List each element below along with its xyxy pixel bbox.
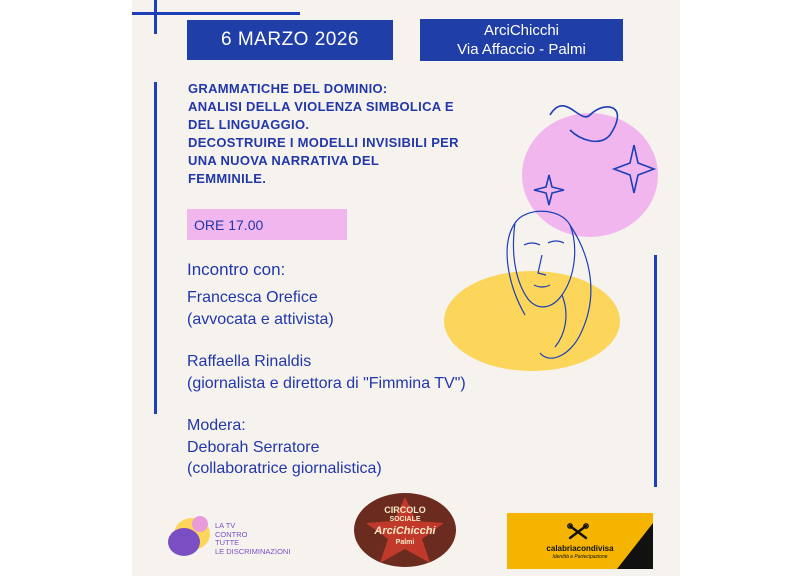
title-line: GRAMMATICHE DEL DOMINIO: (188, 81, 388, 96)
fimmina-logo-text: LA TV CONTRO TUTTE LE DISCRIMINAZIONI (215, 521, 291, 556)
arcichicchi-logo-text: CIRCOLO SOCIALE ArciChicchi Palmi (374, 505, 436, 546)
event-date: 6 MARZO 2026 (221, 29, 359, 50)
moderator-role: (collaboratrice giornalistica) (187, 460, 382, 477)
title-line: UNA NUOVA NARRATIVA DEL (188, 153, 380, 168)
speaker-name: Raffaella Rinaldis (187, 353, 312, 370)
title-line: ANALISI DELLA VIOLENZA SIMBOLICA E (188, 99, 454, 114)
speaker-name: Francesca Orefice (187, 289, 318, 306)
moderator-name: Deborah Serratore (187, 439, 320, 456)
fimmina-tv-logo (164, 512, 304, 562)
calabria-condivisa-logo (507, 513, 653, 569)
frame-line-left-top (154, 0, 157, 34)
title-line: DECOSTRUIRE I MODELLI INVISIBILI PER (188, 135, 459, 150)
moderator-heading: Modera: (187, 417, 246, 434)
event-time-badge (187, 209, 347, 240)
speaker-role: (avvocata e attivista) (187, 311, 334, 328)
venue-badge (420, 19, 623, 61)
title-line: FEMMINILE. (188, 171, 267, 186)
speaker-role: (giornalista e direttora di "Fimmina TV") (187, 375, 466, 392)
cross-mark-icon (567, 523, 589, 541)
yellow-blob-shape (444, 271, 620, 371)
frame-line-top (132, 12, 300, 15)
calabria-logo-name: calabriacondivisa (546, 544, 614, 553)
venue-address: Via Affaccio - Palmi (457, 41, 586, 58)
event-time: ORE 17.00 (194, 216, 264, 233)
speakers-heading: Incontro con: (187, 260, 286, 279)
venue-name: ArciChicchi (483, 22, 559, 39)
event-date-badge (187, 20, 393, 60)
event-title (188, 80, 548, 188)
frame-line-left (154, 82, 157, 414)
fimmina-mark-icon (164, 512, 216, 562)
black-corner-shape (507, 513, 653, 569)
calabria-logo-tagline: Identità e Partecipazione (552, 554, 608, 560)
title-line: DEL LINGUAGGIO. (188, 117, 310, 132)
arcichicchi-logo (354, 493, 456, 567)
